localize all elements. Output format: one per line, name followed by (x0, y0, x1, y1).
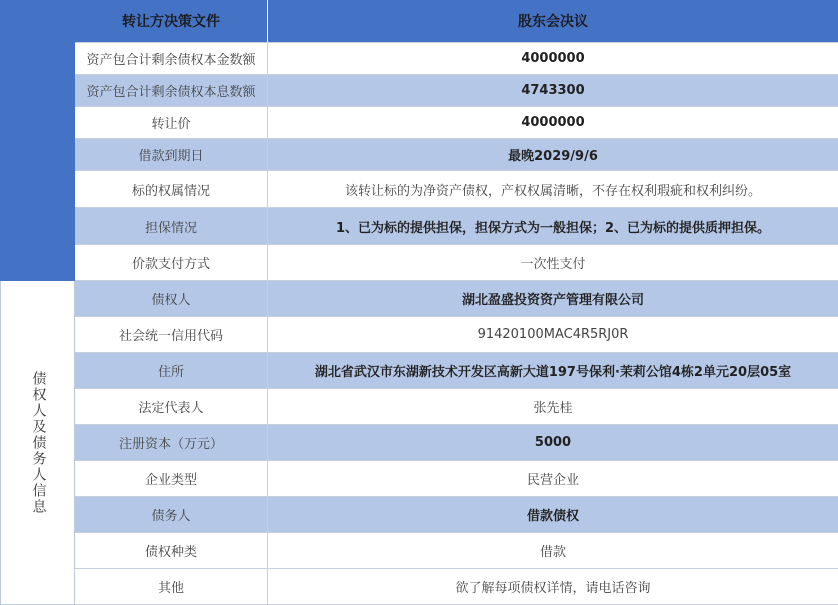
row-label: 担保情况 (75, 208, 268, 244)
table-row (75, 208, 838, 245)
table-row (75, 461, 838, 497)
table-row (75, 497, 838, 533)
table-header-row (75, 0, 838, 43)
table-row (75, 245, 838, 281)
table-row (75, 317, 838, 353)
left-column-top-block (0, 0, 75, 281)
table-row (75, 533, 838, 569)
table-row (75, 107, 838, 139)
table-body (75, 0, 838, 605)
table-row (75, 75, 838, 107)
row-label: 注册资本（万元） (75, 425, 268, 460)
row-value: 1、已为标的提供担保，担保方式为一般担保；2、已为标的提供质押担保。 (335, 220, 771, 236)
table-row (75, 171, 838, 208)
row-label: 转让价 (75, 107, 268, 138)
row-label: 社会统一信用代码 (75, 317, 268, 352)
row-label: 企业类型 (75, 461, 268, 496)
row-label: 债务人 (75, 497, 268, 532)
row-label: 债权人 (75, 281, 268, 316)
table-row (75, 43, 838, 75)
row-label: 借款到期日 (75, 139, 268, 170)
row-value: 张先桂 (533, 401, 573, 416)
left-column-section (0, 281, 75, 605)
row-value: 5000 (534, 435, 572, 450)
row-value: 一次性支付 (520, 257, 586, 272)
header-right-cell: 股东会决议 (518, 14, 588, 30)
row-label: 住所 (75, 353, 268, 388)
row-value: 湖北盈盛投资资产管理有限公司 (461, 293, 644, 308)
header-left-cell: 转让方决策文件 (75, 0, 268, 42)
section-label: 债权人及债务人信息 (30, 370, 47, 515)
row-value: 4000000 (521, 51, 585, 66)
row-value: 4000000 (521, 115, 585, 130)
row-label: 债权种类 (75, 533, 268, 568)
row-value: 湖北省武汉市东湖新技术开发区高新大道197号保利·茉莉公馆4栋2单元20层05室 (314, 365, 792, 380)
row-label: 法定代表人 (75, 389, 268, 424)
row-label: 价款支付方式 (75, 245, 268, 280)
row-label: 标的权属情况 (75, 171, 268, 207)
row-value: 最晚2029/9/6 (508, 149, 598, 164)
row-value: 欲了解每项债权详情，请电话咨询 (455, 581, 651, 596)
table-row (75, 139, 838, 171)
table-row (75, 353, 838, 389)
row-value: 借款债权 (526, 509, 579, 524)
row-value: 91420100MAC4R5RJ0R (477, 327, 629, 342)
table-row (75, 569, 838, 605)
row-label: 资产包合计剩余债权本金数额 (75, 43, 268, 74)
row-value: 该转让标的为净资产债权，产权权属清晰，不存在权利瑕疵和权利纠纷。 (344, 183, 761, 199)
row-label: 资产包合计剩余债权本息数额 (75, 75, 268, 106)
table-row (75, 425, 838, 461)
table-row (75, 389, 838, 425)
table-row (75, 281, 838, 317)
row-value: 民营企业 (526, 473, 579, 488)
row-value: 借款 (539, 545, 566, 560)
row-value: 4743300 (521, 83, 585, 98)
row-label: 其他 (75, 569, 268, 604)
